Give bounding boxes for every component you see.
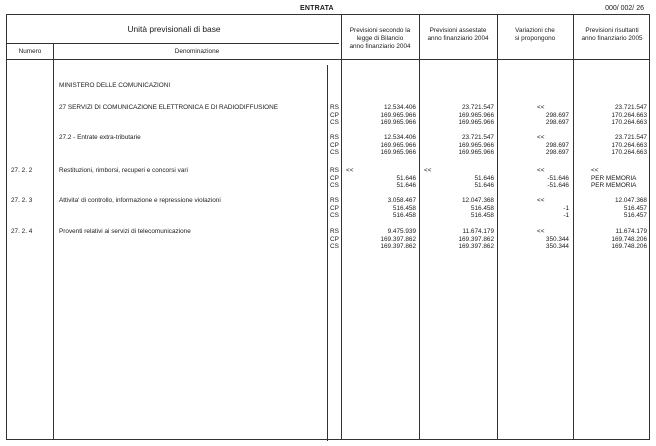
- value-bilancio: 169.397.862: [380, 235, 416, 243]
- row-name: Proventi relativi ai servizi di telecomunicazione: [59, 228, 191, 235]
- value-variazioni: 350.344: [545, 235, 569, 243]
- value-bilancio: 51.646: [396, 174, 416, 182]
- value-variazioni: <<: [537, 104, 545, 111]
- value-variazioni: 350.344: [545, 243, 569, 251]
- row-code: CP: [330, 174, 339, 182]
- row-name: 27 SERVIZI DI COMUNICAZIONE ELETTRONICA E DI RADIODIFFUSIONE: [59, 104, 278, 111]
- row-number: 27. 2. 3: [11, 197, 33, 204]
- value-risultanti: 170.264.663: [611, 119, 647, 127]
- row-code: RS: [330, 167, 339, 174]
- value-variazioni: <<: [537, 134, 545, 141]
- value-risultanti: 170.264.663: [611, 141, 647, 149]
- value-assestate: 169.965.966: [458, 141, 494, 149]
- row-code: RS: [330, 197, 339, 204]
- row-name: 27.2 - Entrate extra-tributarie: [59, 134, 141, 141]
- col-variazioni-header: [497, 27, 573, 43]
- ministry-label: MINISTERO DELLE COMUNICAZIONI: [59, 82, 171, 89]
- col-bilancio-header: [341, 27, 419, 51]
- value-variazioni: -51.646: [547, 182, 569, 190]
- value-variazioni: 298.697: [545, 149, 569, 157]
- row-name: Restituzioni, rimborsi, recuperi e concorsi vari: [59, 167, 188, 174]
- value-assestate: 51.646: [474, 182, 494, 190]
- header-subdivider: [7, 43, 339, 44]
- value-variazioni: <<: [537, 228, 545, 235]
- col-name-header: Denominazione: [174, 48, 220, 55]
- col-number-header: Numero: [18, 48, 42, 55]
- row-number: 27. 2. 4: [11, 228, 33, 235]
- value-assestate: <<: [424, 167, 432, 174]
- value-risultanti: 169.748.206: [611, 243, 647, 251]
- divider-number: [53, 43, 54, 439]
- value-bilancio: 169.397.862: [380, 243, 416, 251]
- divider-assestate: [497, 15, 498, 439]
- value-variazioni: -1: [563, 212, 569, 220]
- budget-table: [6, 14, 650, 440]
- col-bilancio-line1: Previsioni secondo la: [349, 27, 411, 34]
- value-assestate: 169.965.966: [458, 111, 494, 119]
- value-variazioni: 298.697: [545, 141, 569, 149]
- value-risultanti: 170.264.663: [611, 149, 647, 157]
- value-risultanti: 169.748.206: [611, 235, 647, 243]
- header-bottom-line: [7, 59, 649, 60]
- value-risultanti: PER MEMORIA: [591, 182, 637, 190]
- value-bilancio: 3.058.467: [387, 197, 416, 204]
- value-assestate: 169.965.966: [458, 119, 494, 127]
- row-code: CP: [330, 235, 339, 243]
- value-risultanti: 11.674.179: [615, 228, 647, 235]
- value-assestate: 51.646: [474, 174, 494, 182]
- value-bilancio: 9.475.939: [387, 228, 416, 235]
- value-bilancio: 12.534.406: [384, 134, 416, 141]
- value-risultanti: 12.047.368: [615, 197, 647, 204]
- divider-bilancio: [419, 15, 420, 439]
- value-bilancio: 169.965.966: [380, 119, 416, 127]
- col-risultanti-line2: anno finanziario 2005: [581, 35, 643, 42]
- row-code: CS: [330, 182, 339, 190]
- value-risultanti: 170.264.663: [611, 111, 647, 119]
- value-assestate: 23.721.547: [462, 104, 494, 111]
- value-assestate: 169.965.966: [458, 149, 494, 157]
- value-assestate: 11.674.179: [462, 228, 494, 235]
- row-code: CP: [330, 111, 339, 119]
- value-bilancio: 516.458: [392, 212, 416, 220]
- value-assestate: 12.047.368: [462, 197, 494, 204]
- value-variazioni: -51.646: [547, 174, 569, 182]
- row-name: Attivita' di controllo, informazione e repressione violazioni: [59, 197, 221, 204]
- value-assestate: 169.397.862: [458, 235, 494, 243]
- row-code: CS: [330, 212, 339, 220]
- divider-variazioni: [573, 15, 574, 439]
- value-assestate: 23.721.547: [462, 134, 494, 141]
- row-code: RS: [330, 134, 339, 141]
- value-bilancio: 169.965.966: [380, 111, 416, 119]
- value-assestate: 169.397.862: [458, 243, 494, 251]
- value-variazioni: 298.697: [545, 111, 569, 119]
- col-variazioni-line1: Variazioni che: [515, 27, 555, 34]
- value-risultanti: PER MEMORIA: [591, 174, 637, 182]
- value-variazioni: <<: [537, 197, 545, 204]
- divider-name: [341, 15, 342, 439]
- value-risultanti: 516.457: [623, 204, 647, 212]
- value-variazioni: 298.697: [545, 119, 569, 127]
- col-variazioni-line2: si propongono: [514, 35, 556, 42]
- row-code: RS: [330, 104, 339, 111]
- page-code: 000/ 002/ 26: [605, 5, 644, 12]
- value-variazioni: -1: [563, 204, 569, 212]
- row-code: CP: [330, 204, 339, 212]
- divider-codes: [327, 65, 328, 441]
- row-code: CS: [330, 119, 339, 127]
- col-risultanti-header: [573, 27, 651, 43]
- value-assestate: 516.458: [470, 212, 494, 220]
- value-variazioni: <<: [537, 167, 545, 174]
- col-assestate-line2: anno finanziario 2004: [427, 35, 489, 42]
- value-bilancio: 169.965.966: [380, 141, 416, 149]
- group-title: Unità previsionali di base: [127, 24, 221, 34]
- col-bilancio-line3: anno finanziario 2004: [349, 43, 411, 50]
- page-title: ENTRATA: [300, 5, 334, 12]
- col-bilancio-line2: legge di Bilancio: [356, 35, 404, 42]
- value-bilancio: 12.534.406: [384, 104, 416, 111]
- row-code: CP: [330, 141, 339, 149]
- col-risultanti-line1: Previsioni risultanti: [585, 27, 639, 34]
- value-bilancio: <<: [346, 167, 354, 174]
- value-assestate: 516.458: [470, 204, 494, 212]
- col-assestate-header: [419, 27, 497, 43]
- value-risultanti: <<: [591, 167, 599, 174]
- value-risultanti: 23.721.547: [615, 134, 647, 141]
- value-bilancio: 516.458: [392, 204, 416, 212]
- col-assestate-line1: Previsioni assestate: [429, 27, 487, 34]
- row-number: 27. 2. 2: [11, 167, 33, 174]
- row-code: CS: [330, 149, 339, 157]
- row-code: CS: [330, 243, 339, 251]
- value-risultanti: 23.721.547: [615, 104, 647, 111]
- value-bilancio: 51.646: [396, 182, 416, 190]
- row-code: RS: [330, 228, 339, 235]
- value-bilancio: 169.965.966: [380, 149, 416, 157]
- value-risultanti: 516.457: [623, 212, 647, 220]
